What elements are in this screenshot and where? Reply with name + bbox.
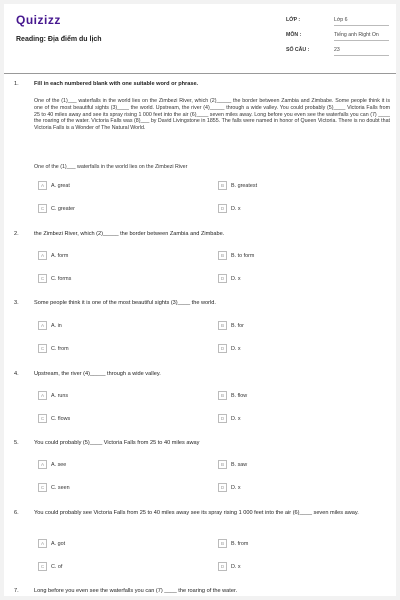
option-label: D. x	[231, 485, 241, 491]
option-letter-box: C	[38, 562, 47, 571]
option-label: D. x	[231, 276, 241, 282]
question-number: 6.	[14, 510, 19, 516]
option-label: C. greater	[51, 206, 75, 212]
option-letter-box: A	[38, 460, 47, 469]
worksheet-page	[4, 4, 396, 596]
header-divider	[4, 73, 396, 74]
option-label: A. in	[51, 323, 62, 329]
option-letter-box: A	[38, 391, 47, 400]
option-label: A. runs	[51, 393, 69, 399]
meta-underline	[334, 40, 389, 41]
meta-key: SỐ CÂU :	[286, 47, 310, 53]
option-letter-box: D	[218, 274, 227, 283]
option-letter-box: B	[218, 321, 227, 330]
option-letter-box: D	[218, 483, 227, 492]
question-number: 5.	[14, 440, 19, 446]
worksheet-title: Reading: Địa điểm du lịch	[16, 36, 102, 43]
option-letter-box: C	[38, 483, 47, 492]
meta-value: Tiếng anh Right On	[334, 32, 379, 38]
option-label: D. x	[231, 206, 241, 212]
meta-key: LỚP :	[286, 17, 301, 23]
meta-underline	[334, 25, 389, 26]
option-letter-box: C	[38, 204, 47, 213]
option-label: B. from	[231, 541, 249, 547]
question-text: Some people think it is one of the most beautiful sights (3)____ the world.	[34, 300, 216, 306]
option-label: B. greatest	[231, 183, 258, 189]
question-text: Long before you even see the waterfalls you can (7) ____ the roaring of the water.	[34, 588, 238, 594]
option-label: C. of	[51, 564, 63, 570]
option-label: D. x	[231, 346, 241, 352]
option-letter-box: D	[218, 562, 227, 571]
option-letter-box: A	[38, 539, 47, 548]
option-label: C. forms	[51, 276, 72, 282]
option-label: A. great	[51, 183, 70, 189]
quizizz-logo: Quizizz	[16, 13, 61, 27]
option-letter-box: A	[38, 251, 47, 260]
option-label: B. to form	[231, 253, 255, 259]
worksheet-header	[4, 4, 396, 68]
question-text: You could probably see Victoria Falls from 25 to 40 miles away see its spray rising 1 000 feet into the air (6)____ seven miles away.	[34, 510, 359, 516]
option-letter-box: D	[218, 414, 227, 423]
option-letter-box: B	[218, 181, 227, 190]
question-text: You could probably (5)____ Victoria Falls from 25 to 40 miles away	[34, 440, 200, 446]
question-text: Upstream, the river (4)_____ through a wide valley.	[34, 371, 161, 377]
option-label: D. x	[231, 564, 241, 570]
option-label: B. flow	[231, 393, 248, 399]
option-label: A. got	[51, 541, 66, 547]
question-number: 3.	[14, 300, 19, 306]
option-label: A. form	[51, 253, 69, 259]
meta-value: Lớp 6	[334, 17, 348, 23]
option-letter-box: C	[38, 274, 47, 283]
question-number: 4.	[14, 371, 19, 377]
option-letter-box: C	[38, 414, 47, 423]
option-letter-box: C	[38, 344, 47, 353]
meta-underline	[334, 55, 389, 56]
option-letter-box: B	[218, 251, 227, 260]
option-letter-box: A	[38, 321, 47, 330]
question-subtext: One of the (1)___ waterfalls in the world lies on the Zimbezi River	[34, 164, 188, 170]
option-label: B. for	[231, 323, 244, 329]
option-letter-box: B	[218, 539, 227, 548]
option-label: C. seen	[51, 485, 70, 491]
option-label: C. from	[51, 346, 69, 352]
meta-key: MÔN :	[286, 32, 302, 38]
option-label: D. x	[231, 416, 241, 422]
reading-passage: One of the (1)___ waterfalls in the world lies on the Zimbezi River, which (2)_____ the border between Zambia and Zimbabe. Some people think it is one of the most beautiful sights (3)____ the world. Upstream, the river (4)_____ through a wide valley. You could probably (5)____ Victoria Falls from 25 to 40 miles away and see its spray rising 1 000 feet into the air (6)____ seven miles away. Long before you even see the waterfalls you can (7) ____ the roaring of the water. Victoria Falls was (8)___ by David Livingstone in 1855. The falls were named in honor of Queen Victoria. There is no doubt that Victoria Falls is a Wonder of The Natural World.	[34, 98, 390, 132]
question-number: 2.	[14, 231, 19, 237]
option-letter-box: B	[218, 391, 227, 400]
meta-value: 23	[334, 47, 340, 53]
option-label: A. see	[51, 462, 67, 468]
question-text: Fill in each numbered blank with one suitable word or phrase.	[34, 81, 199, 87]
question-number: 1.	[14, 81, 19, 87]
option-letter-box: B	[218, 460, 227, 469]
option-letter-box: D	[218, 344, 227, 353]
question-text: the Zimbezi River, which (2)_____ the border between Zambia and Zimbabe.	[34, 231, 225, 237]
question-number: 7.	[14, 588, 19, 594]
option-letter-box: A	[38, 181, 47, 190]
option-label: C. flows	[51, 416, 71, 422]
option-letter-box: D	[218, 204, 227, 213]
option-label: B. saw	[231, 462, 248, 468]
